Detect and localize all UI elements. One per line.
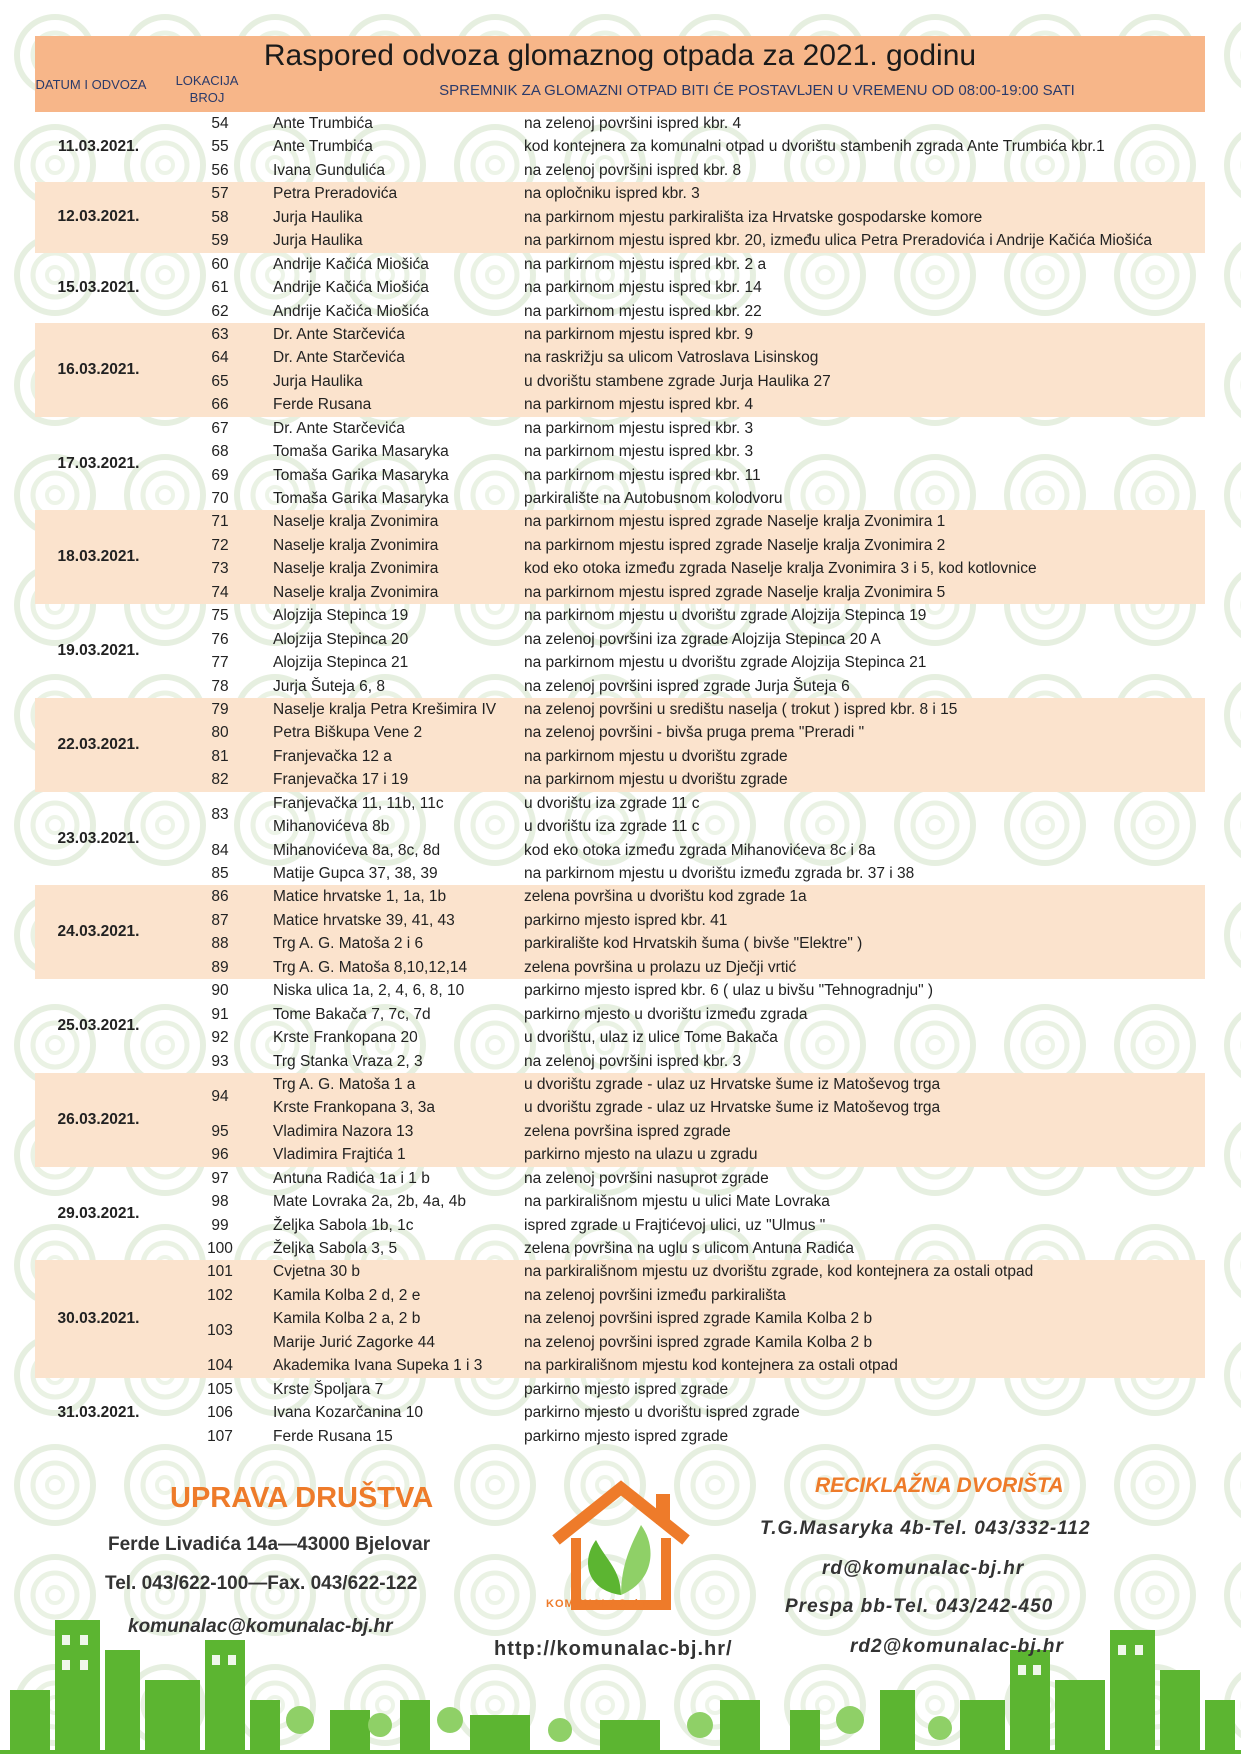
- street-address: Trg A. G. Matoša 8,10,12,14: [273, 958, 468, 976]
- location-number: 72: [211, 536, 229, 554]
- logo-wordmark: KOMUNALAC d.o.o.: [546, 1598, 667, 1610]
- location-number: 88: [211, 935, 229, 953]
- location-number: 80: [211, 724, 229, 742]
- pickup-date: 22.03.2021.: [57, 735, 140, 753]
- table-row: [35, 909, 1205, 932]
- container-placement: na parkirnom mjestu ispred kbr. 11: [524, 466, 761, 484]
- pickup-date: 29.03.2021.: [57, 1204, 140, 1222]
- container-placement: na zelenoj površini između parkirališta: [524, 1286, 786, 1304]
- table-row: [35, 1026, 1205, 1049]
- table-row: [35, 839, 1205, 862]
- container-placement: na parkirnom mjestu u dvorištu između zgrada br. 37 i 38: [524, 865, 915, 882]
- container-placement: na parkirnom mjestu ispred kbr. 14: [524, 279, 762, 297]
- schedule-note: SPREMNIK ZA GLOMAZNI OTPAD BITI ĆE POSTAVLJEN U VREMENU OD 08:00-19:00 SATI: [439, 82, 1075, 99]
- street-address: Naselje kralja Zvonimira: [273, 583, 439, 601]
- street-address: Vladimira Nazora 13: [273, 1122, 414, 1140]
- table-row: [35, 932, 1205, 955]
- table-row: [35, 417, 1205, 440]
- table-row: [35, 206, 1205, 229]
- table-row: [35, 1143, 1205, 1166]
- date-group: [35, 1167, 1205, 1261]
- column-header-date: DATUM I ODVOZA: [35, 77, 147, 92]
- location-number: 91: [211, 1005, 229, 1023]
- street-address: Alojzija Stepinca 19: [273, 607, 409, 625]
- location-number: 85: [211, 865, 229, 882]
- street-address: Andrije Kačića Miošića: [273, 255, 429, 273]
- street-address: Trg A. G. Matoša 2 i 6: [273, 935, 424, 953]
- container-placement: u dvorištu iza zgrade 11 c: [524, 794, 700, 812]
- schedule-header: [35, 36, 1205, 112]
- pickup-date: 12.03.2021.: [57, 208, 140, 226]
- pickup-date: 25.03.2021.: [57, 1017, 140, 1035]
- location-number: 79: [211, 700, 229, 718]
- table-row: [35, 487, 1205, 510]
- street-address: Ivana Gundulića: [273, 161, 386, 179]
- location-number: 70: [211, 490, 229, 507]
- container-placement: na zelenoj površini ispred kbr. 8: [524, 161, 742, 179]
- container-placement: zelena površina u prolazu uz Dječji vrtić: [524, 958, 797, 976]
- container-placement: na parkirnom mjestu ispred zgrade Naselje kralja Zvonimira 5: [524, 583, 946, 601]
- container-placement: zelena površina u dvorištu kod zgrade 1a: [524, 888, 807, 906]
- street-address: Krste Frankopana 3, 3a: [273, 1099, 435, 1117]
- container-placement: na zelenoj površini nasuprot zgrade: [524, 1169, 769, 1187]
- location-number: 77: [211, 654, 229, 672]
- container-placement: na parkirnom mjestu ispred kbr. 20, između ulica Petra Preradovića i Andrije Kačića Miošića: [524, 232, 1153, 250]
- container-placement: parkirno mjesto u dvorištu između zgrada: [524, 1005, 808, 1023]
- street-address: Ivana Kozarčanina 10: [273, 1404, 423, 1422]
- location-number: 64: [211, 349, 229, 367]
- table-row: [35, 768, 1205, 791]
- container-placement: na parkirnom mjestu ispred zgrade Naselje kralja Zvonimira 1: [524, 513, 946, 531]
- date-group: [35, 112, 1205, 182]
- date-group: [35, 323, 1205, 417]
- container-placement: parkiralište kod Hrvatskih šuma ( bivše "Elektre" ): [524, 935, 863, 953]
- street-address: Petra Biškupa Vene 2: [273, 724, 423, 742]
- container-placement: na parkirnom mjestu ispred kbr. 4: [524, 396, 754, 414]
- location-number: 74: [211, 583, 229, 601]
- container-placement: na zelenoj površini iza zgrade Alojzija Stepinca 20 A: [524, 630, 881, 648]
- container-placement: na parkirnom mjestu parkirališta iza Hrvatske gospodarske komore: [524, 208, 983, 226]
- location-number: 107: [207, 1427, 233, 1445]
- street-address: Dr. Ante Starčevića: [273, 349, 405, 367]
- location-number: 100: [207, 1240, 233, 1257]
- street-address: Marije Jurić Zagorke 44: [273, 1333, 435, 1351]
- date-group: [35, 1378, 1205, 1448]
- street-address: Naselje kralja Petra Krešimira IV: [273, 700, 497, 718]
- street-address: Andrije Kačića Miošića: [273, 279, 429, 297]
- date-group: [35, 1073, 1205, 1167]
- table-row: [35, 1401, 1205, 1424]
- container-placement: parkiralište na Autobusnom kolodvoru: [524, 490, 783, 507]
- location-number: 101: [207, 1263, 233, 1281]
- table-row: [35, 979, 1205, 1002]
- pickup-date: 18.03.2021.: [57, 548, 140, 566]
- street-address: Franjevačka 12 a: [273, 747, 392, 765]
- street-address: Mate Lovraka 2a, 2b, 4a, 4b: [273, 1193, 467, 1211]
- street-address: Alojzija Stepinca 20: [273, 630, 409, 648]
- table-row: [35, 1050, 1205, 1073]
- location-number: 58: [211, 208, 229, 226]
- date-group: [35, 979, 1205, 1073]
- street-address: Kamila Kolba 2 d, 2 e: [273, 1286, 421, 1304]
- table-row: [35, 1425, 1205, 1448]
- container-placement: zelena površina ispred zgrade: [524, 1122, 731, 1140]
- date-group: [35, 1260, 1205, 1377]
- company-email-link[interactable]: komunalac@komunalac-bj.hr: [128, 1616, 393, 1637]
- container-placement: na parkirnom mjestu ispred zgrade Naselje kralja Zvonimira 2: [524, 536, 946, 554]
- table-row: [35, 721, 1205, 744]
- table-row: [35, 1073, 1205, 1105]
- location-number: 90: [211, 982, 229, 1000]
- location-number: 96: [211, 1146, 229, 1164]
- table-row: [35, 440, 1205, 463]
- table-row: [35, 159, 1205, 182]
- location-number: 106: [207, 1404, 233, 1422]
- container-placement: na parkirnom mjestu ispred kbr. 3: [524, 419, 754, 437]
- location-number: 62: [211, 302, 229, 320]
- location-number: 76: [211, 630, 229, 648]
- location-number: 82: [211, 771, 229, 789]
- street-address: Kamila Kolba 2 a, 2 b: [273, 1310, 421, 1328]
- table-row: [35, 1331, 1205, 1354]
- company-footer: [0, 1470, 1241, 1754]
- street-address: Petra Preradovića: [273, 185, 398, 203]
- table-row: [35, 815, 1205, 838]
- street-address: Željka Sabola 1b, 1c: [273, 1216, 414, 1234]
- street-address: Matice hrvatske 39, 41, 43: [273, 911, 455, 929]
- location-number: 71: [211, 513, 229, 531]
- container-placement: na parkirališnom mjestu kod kontejnera za ostali otpad: [524, 1357, 898, 1375]
- table-row: [35, 675, 1205, 698]
- container-placement: zelena površina na uglu s ulicom Antuna Radića: [524, 1240, 855, 1257]
- street-address: Ante Trumbića: [273, 138, 373, 156]
- street-address: Krste Špoljara 7: [273, 1380, 384, 1398]
- street-address: Mihanovićeva 8a, 8c, 8d: [273, 841, 441, 859]
- table-row: [35, 792, 1205, 824]
- table-row: [35, 557, 1205, 580]
- table-row: [35, 1284, 1205, 1307]
- street-address: Mihanovićeva 8b: [273, 818, 390, 836]
- street-address: Jurja Haulika: [273, 372, 363, 390]
- street-address: Andrije Kačića Miošića: [273, 302, 429, 320]
- container-placement: na parkirnom mjestu u dvorištu zgrade Alojzija Stepinca 19: [524, 607, 927, 625]
- recycling-yards-title: RECIKLAŽNA DVORIŠTA: [815, 1474, 1064, 1497]
- location-number: 95: [211, 1122, 229, 1140]
- container-placement: na zelenoj površini ispred zgrade Kamila Kolba 2 b: [524, 1333, 873, 1351]
- street-address: Niska ulica 1a, 2, 4, 6, 8, 10: [273, 982, 465, 1000]
- location-number: 55: [211, 138, 229, 156]
- container-placement: u dvorištu zgrade - ulaz uz Hrvatske šume iz Matoševog trga: [524, 1075, 941, 1093]
- pickup-date: 11.03.2021.: [57, 138, 140, 156]
- street-address: Dr. Ante Starčevića: [273, 419, 405, 437]
- container-placement: ispred zgrade u Frajtićevoj ulici, uz "Ulmus ": [524, 1216, 826, 1234]
- street-address: Cvjetna 30 b: [273, 1263, 361, 1281]
- table-row: [35, 862, 1205, 885]
- container-placement: na parkirnom mjestu u dvorištu zgrade: [524, 771, 788, 789]
- container-placement: na parkirnom mjestu ispred kbr. 2 a: [524, 255, 767, 273]
- table-row: [35, 464, 1205, 487]
- pickup-date: 23.03.2021.: [57, 829, 140, 847]
- street-address: Krste Frankopana 20: [273, 1029, 418, 1047]
- container-placement: na parkirnom mjestu ispred kbr. 22: [524, 302, 762, 320]
- location-number: 83: [211, 806, 229, 824]
- table-row: [35, 1214, 1205, 1237]
- container-placement: na zelenoj površini ispred zgrade Jurja Šuteja 6: [524, 677, 850, 695]
- location-number: 65: [211, 372, 229, 390]
- container-placement: na parkirnom mjestu u dvorištu zgrade: [524, 747, 788, 765]
- table-row: [35, 1260, 1205, 1283]
- location-number: 98: [211, 1193, 229, 1211]
- container-placement: na raskrižju sa ulicom Vatroslava Lisinskog: [524, 349, 819, 367]
- street-address: Ferde Rusana 15: [273, 1427, 393, 1445]
- container-placement: kod eko otoka između zgrada Mihanovićeva 8c i 8a: [524, 841, 876, 859]
- date-group: [35, 182, 1205, 252]
- location-number: 67: [211, 419, 229, 437]
- table-row: [35, 135, 1205, 158]
- street-address: Alojzija Stepinca 21: [273, 654, 409, 672]
- table-row: [35, 1096, 1205, 1119]
- container-placement: na parkirnom mjestu ispred kbr. 9: [524, 325, 754, 343]
- street-address: Tomaša Garika Masaryka: [273, 466, 449, 484]
- container-placement: parkirno mjesto u dvorištu ispred zgrade: [524, 1404, 800, 1422]
- table-row: [35, 182, 1205, 205]
- table-row: [35, 112, 1205, 135]
- container-placement: u dvorištu stambene zgrade Jurja Haulika 27: [524, 372, 831, 390]
- table-row: [35, 510, 1205, 533]
- table-row: [35, 885, 1205, 908]
- street-address: Franjevačka 17 i 19: [273, 771, 409, 789]
- location-number: 81: [211, 747, 229, 765]
- table-row: [35, 300, 1205, 323]
- container-placement: na opločniku ispred kbr. 3: [524, 185, 700, 203]
- container-placement: na parkirnom mjestu ispred kbr. 3: [524, 443, 754, 461]
- schedule-sheet: [35, 36, 1205, 1448]
- container-placement: parkirno mjesto ispred zgrade: [524, 1427, 729, 1445]
- table-row: [35, 1003, 1205, 1026]
- date-group: [35, 698, 1205, 792]
- location-number: 69: [211, 466, 229, 484]
- table-row: [35, 229, 1205, 252]
- pickup-date: 30.03.2021.: [57, 1310, 140, 1328]
- website-link[interactable]: http://komunalac-bj.hr/: [494, 1638, 733, 1660]
- location-number: 105: [207, 1380, 233, 1398]
- table-row: [35, 534, 1205, 557]
- date-group: [35, 792, 1205, 886]
- table-row: [35, 1190, 1205, 1213]
- location-number: 75: [211, 607, 229, 625]
- street-address: Tomaša Garika Masaryka: [273, 490, 449, 507]
- schedule-table: [35, 112, 1205, 1448]
- date-group: [35, 417, 1205, 511]
- column-header-location-number: LOKACIJA BROJ: [175, 73, 239, 105]
- street-address: Naselje kralja Zvonimira: [273, 513, 439, 531]
- location-number: 84: [211, 841, 229, 859]
- location-number: 89: [211, 958, 229, 976]
- container-placement: na parkirališnom mjestu uz dvorištu zgrade, kod kontejnera za ostali otpad: [524, 1263, 1034, 1281]
- street-address: Trg Stanka Vraza 2, 3: [273, 1052, 423, 1070]
- container-placement: na zelenoj površini ispred zgrade Kamila Kolba 2 b: [524, 1310, 873, 1328]
- street-address: Tome Bakača 7, 7c, 7d: [273, 1005, 431, 1023]
- location-number: 103: [207, 1322, 233, 1339]
- table-row: [35, 1120, 1205, 1143]
- location-number: 94: [211, 1087, 229, 1105]
- recycling-yard-1-email-link[interactable]: rd@komunalac-bj.hr: [822, 1558, 1025, 1579]
- company-phone-fax: Tel. 043/622-100—Fax. 043/622-122: [105, 1573, 418, 1594]
- table-row: [35, 1307, 1205, 1339]
- street-address: Naselje kralja Zvonimira: [273, 560, 439, 578]
- street-address: Ferde Rusana: [273, 396, 372, 414]
- container-placement: na zelenoj površini u središtu naselja ( trokut ) ispred kbr. 8 i 15: [524, 700, 958, 718]
- table-row: [35, 346, 1205, 369]
- container-placement: na zelenoj površini ispred kbr. 3: [524, 1052, 742, 1070]
- location-number: 59: [211, 232, 229, 250]
- table-row: [35, 1237, 1205, 1260]
- street-address: Jurja Šuteja 6, 8: [273, 677, 386, 695]
- pickup-date: 16.03.2021.: [57, 360, 140, 378]
- location-number: 78: [211, 677, 229, 695]
- page-title: Raspored odvoza glomaznog otpada za 2021. godinu: [263, 39, 977, 72]
- container-placement: parkirno mjesto ispred zgrade: [524, 1380, 729, 1398]
- location-number: 54: [211, 115, 229, 132]
- street-address: Željka Sabola 3, 5: [273, 1240, 398, 1257]
- location-number: 102: [207, 1286, 233, 1304]
- container-placement: na zelenoj površini - bivša pruga prema "Preradi ": [524, 724, 865, 742]
- table-row: [35, 604, 1205, 627]
- location-number: 104: [207, 1357, 233, 1375]
- pickup-date: 15.03.2021.: [57, 278, 140, 296]
- pickup-date: 31.03.2021.: [57, 1403, 140, 1421]
- street-address: Matije Gupca 37, 38, 39: [273, 865, 438, 882]
- street-address: Antuna Radića 1a i 1 b: [273, 1169, 430, 1187]
- street-address: Franjevačka 11, 11b, 11c: [273, 794, 444, 812]
- management-title: UPRAVA DRUŠTVA: [170, 1482, 434, 1514]
- table-row: [35, 323, 1205, 346]
- pickup-date: 17.03.2021.: [57, 454, 140, 472]
- location-number: 93: [211, 1052, 229, 1070]
- recycling-yard-2-email-link[interactable]: rd2@komunalac-bj.hr: [850, 1636, 1064, 1657]
- date-group: [35, 253, 1205, 323]
- location-number: 56: [211, 161, 229, 179]
- street-address: Naselje kralja Zvonimira: [273, 536, 439, 554]
- table-row: [35, 956, 1205, 979]
- table-row: [35, 253, 1205, 276]
- location-number: 99: [211, 1216, 229, 1234]
- container-placement: u dvorištu zgrade - ulaz uz Hrvatske šume iz Matoševog trga: [524, 1099, 941, 1117]
- location-number: 92: [211, 1029, 229, 1047]
- table-row: [35, 745, 1205, 768]
- recycling-yard-2-phone: Prespa bb-Tel. 043/242-450: [785, 1596, 1054, 1617]
- table-row: [35, 393, 1205, 416]
- street-address: Dr. Ante Starčevića: [273, 325, 405, 343]
- table-row: [35, 1378, 1205, 1401]
- location-number: 60: [211, 255, 229, 273]
- table-row: [35, 276, 1205, 299]
- street-address: Ante Trumbića: [273, 115, 373, 132]
- date-group: [35, 885, 1205, 979]
- recycling-yard-1-phone: T.G.Masaryka 4b-Tel. 043/332-112: [760, 1518, 1091, 1539]
- table-row: [35, 651, 1205, 674]
- location-number: 68: [211, 443, 229, 461]
- location-number: 86: [211, 888, 229, 906]
- location-number: 57: [211, 185, 229, 203]
- container-placement: na zelenoj površini ispred kbr. 4: [524, 115, 742, 132]
- table-row: [35, 698, 1205, 721]
- table-row: [35, 581, 1205, 604]
- container-placement: na parkirališnom mjestu u ulici Mate Lovraka: [524, 1193, 830, 1211]
- location-number: 97: [211, 1169, 229, 1187]
- table-row: [35, 1167, 1205, 1190]
- location-number: 73: [211, 560, 229, 578]
- street-address: Jurja Haulika: [273, 232, 363, 250]
- street-address: Vladimira Frajtića 1: [273, 1146, 406, 1164]
- street-address: Tomaša Garika Masaryka: [273, 443, 449, 461]
- container-placement: kod eko otoka između zgrada Naselje kralja Zvonimira 3 i 5, kod kotlovnice: [524, 560, 1037, 578]
- location-number: 87: [211, 911, 229, 929]
- container-placement: parkirno mjesto na ulazu u zgradu: [524, 1146, 758, 1164]
- container-placement: u dvorištu, ulaz iz ulice Tome Bakača: [524, 1029, 778, 1047]
- street-address: Akademika Ivana Supeka 1 i 3: [273, 1357, 483, 1375]
- location-number: 66: [211, 396, 229, 414]
- container-placement: na parkirnom mjestu u dvorištu zgrade Alojzija Stepinca 21: [524, 654, 927, 672]
- location-number: 61: [211, 279, 229, 297]
- table-row: [35, 1354, 1205, 1377]
- location-number: 63: [211, 325, 229, 343]
- street-address: Matice hrvatske 1, 1a, 1b: [273, 888, 447, 906]
- date-group: [35, 604, 1205, 698]
- table-row: [35, 628, 1205, 651]
- pickup-date: 24.03.2021.: [57, 923, 140, 941]
- pickup-date: 19.03.2021.: [57, 642, 140, 660]
- street-address: Trg A. G. Matoša 1 a: [273, 1075, 416, 1093]
- container-placement: kod kontejnera za komunalni otpad u dvorištu stambenih zgrada Ante Trumbića kbr.1: [524, 138, 1105, 156]
- street-address: Jurja Haulika: [273, 208, 363, 226]
- date-group: [35, 510, 1205, 604]
- container-placement: parkirno mjesto ispred kbr. 41: [524, 911, 728, 929]
- pickup-date: 26.03.2021.: [57, 1110, 140, 1128]
- company-address: Ferde Livadića 14a—43000 Bjelovar: [108, 1534, 431, 1555]
- table-row: [35, 370, 1205, 393]
- container-placement: u dvorištu iza zgrade 11 c: [524, 818, 700, 836]
- container-placement: parkirno mjesto ispred kbr. 6 ( ulaz u bivšu "Tehnogradnju" ): [524, 982, 934, 1000]
